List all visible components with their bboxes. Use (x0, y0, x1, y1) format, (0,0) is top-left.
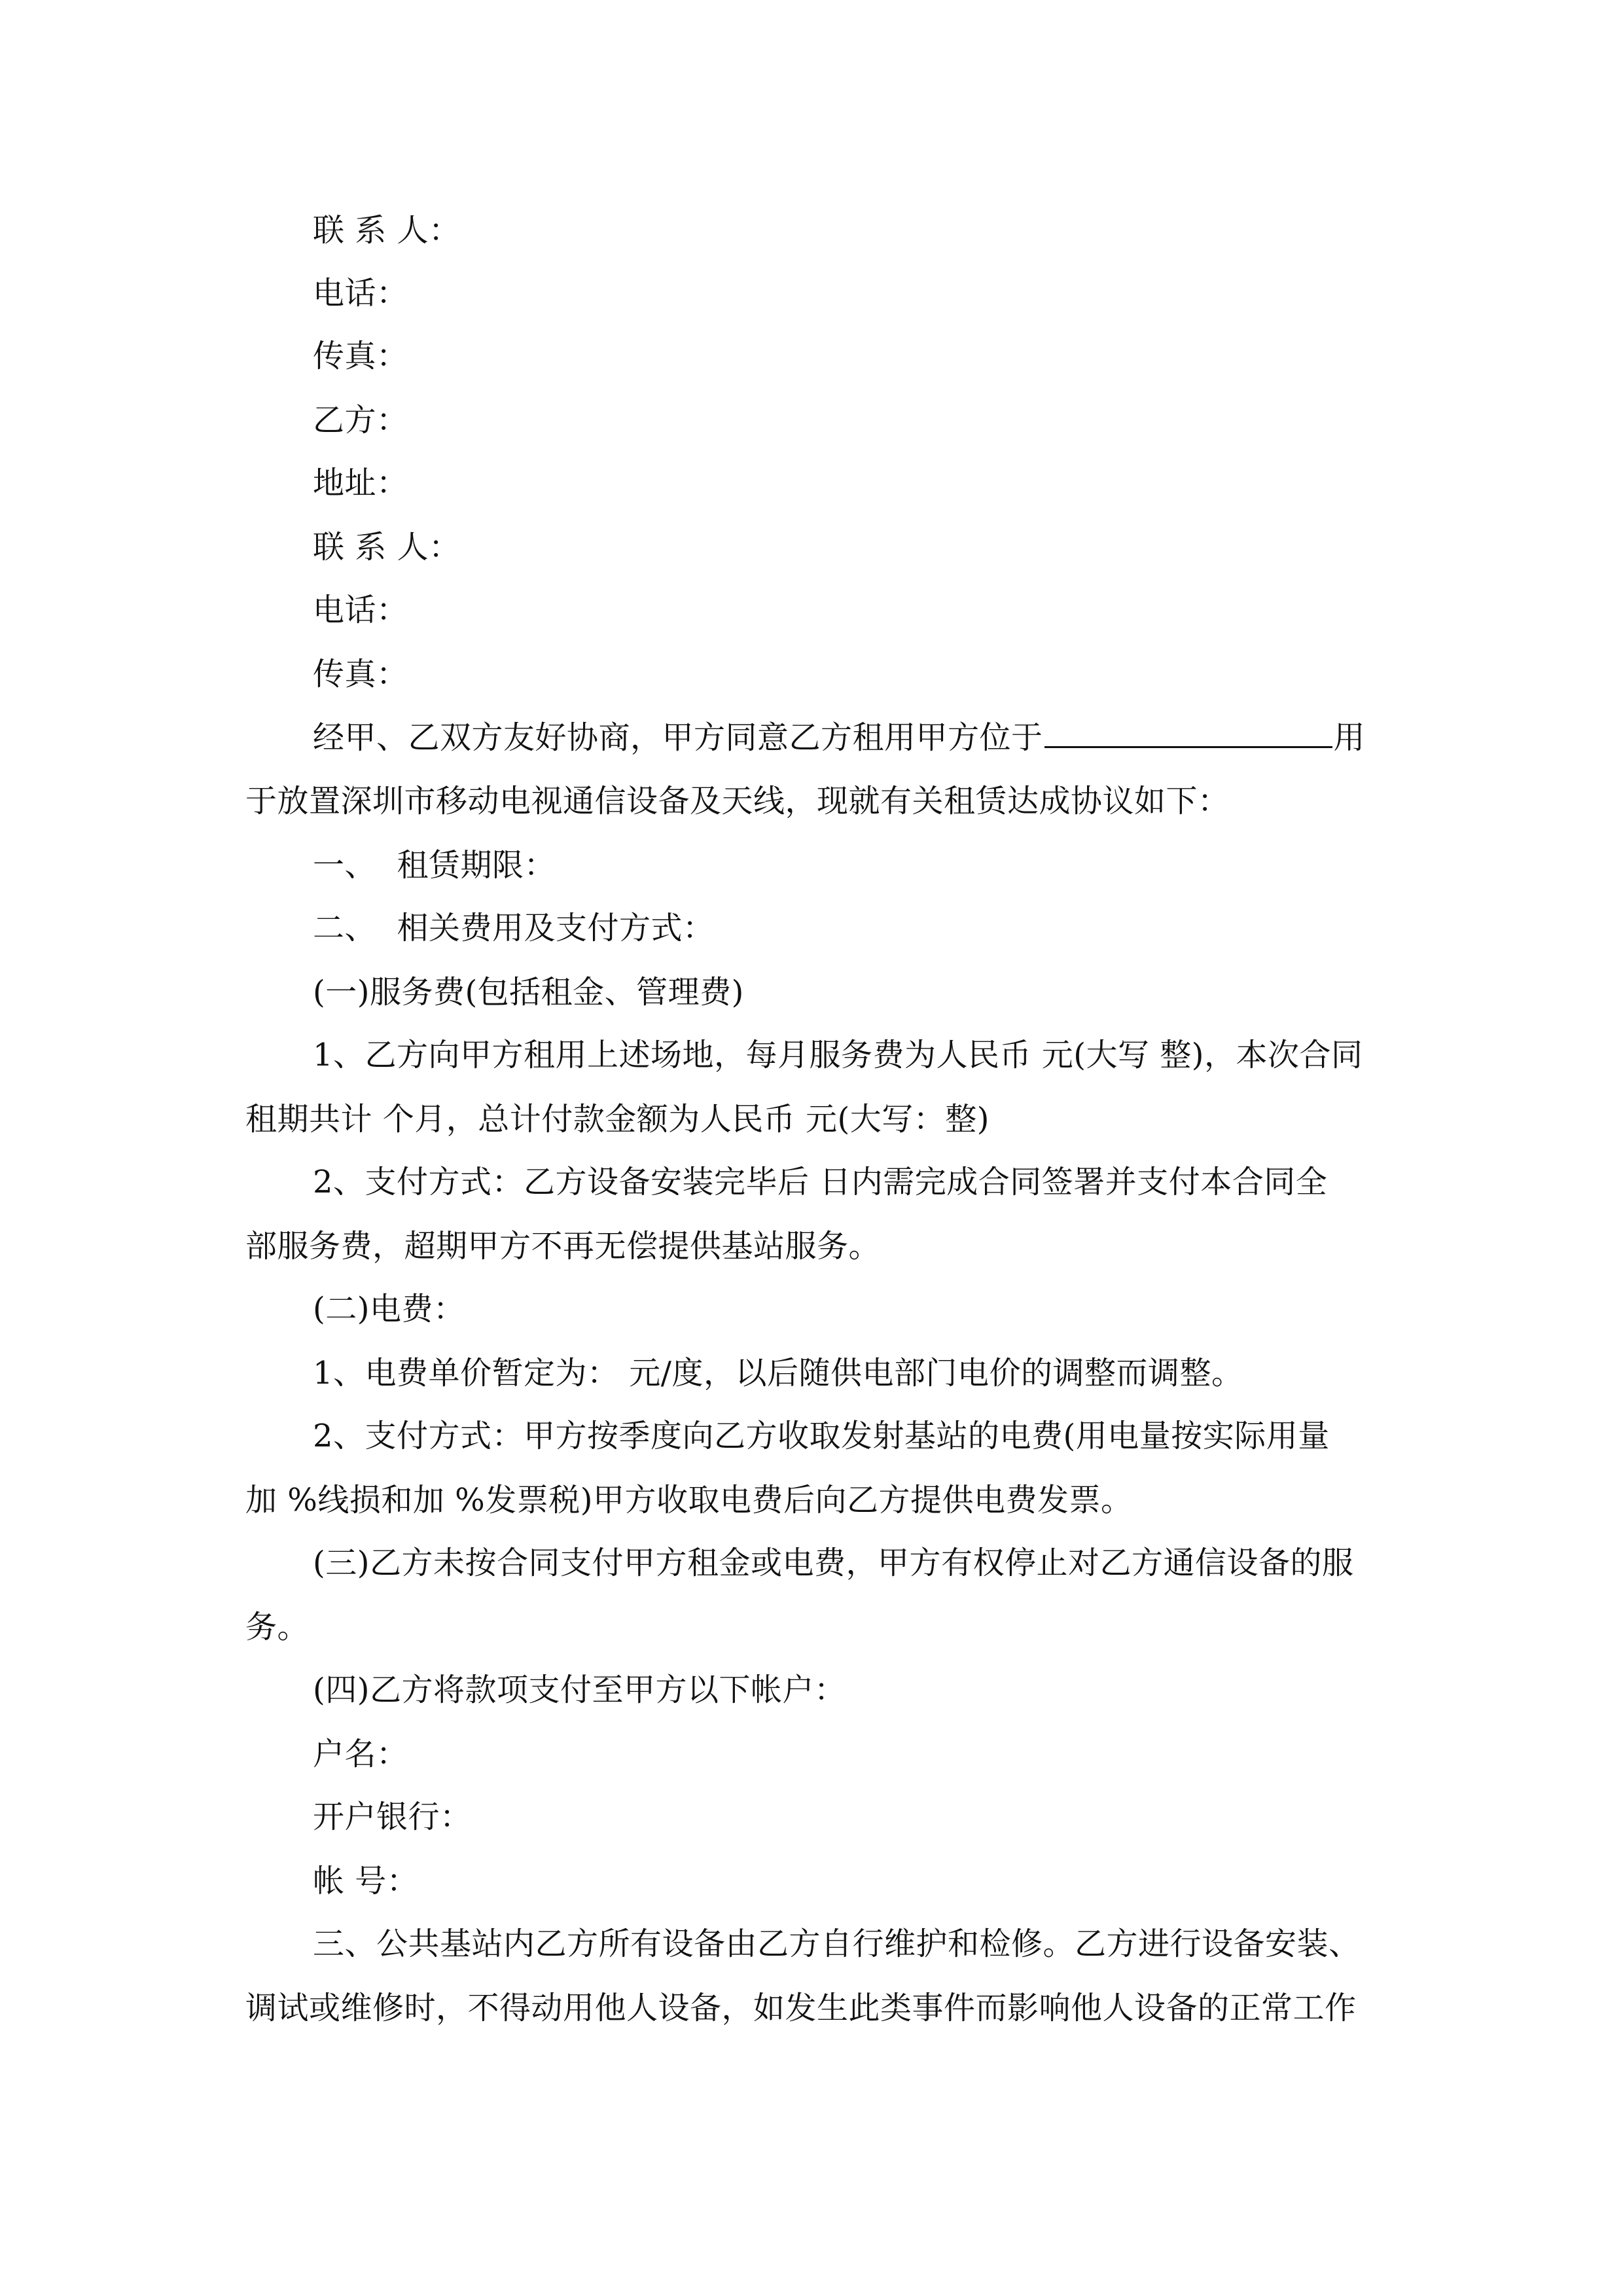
section-3-line1: 三、公共基站内乙方所有设备由乙方自行维护和检修。乙方进行设备安装、 (313, 1926, 1361, 1962)
intro-paragraph-line2: 于放置深圳市移动电视通信设备及天线，现就有关租赁达成协议如下： (245, 783, 1230, 819)
non-payment-clause-line2: 务。 (245, 1609, 310, 1645)
intro-paragraph-line1 (313, 717, 1365, 757)
account-heading: (四)乙方将款项支付至甲方以下帐户： (313, 1672, 846, 1708)
non-payment-clause-line1: (三)乙方未按合同支付甲方租金或电费，甲方有权停止对乙方通信设备的服 (313, 1545, 1354, 1581)
section-1-heading: 一、 租赁期限： (313, 847, 556, 884)
intro-text-part1: 经甲、乙双方友好协商，甲方同意乙方租用甲方位于 (313, 719, 1043, 756)
service-fee-item2-line2: 部服务费，超期甲方不再无偿提供基站服务。 (245, 1228, 881, 1265)
account-name-label: 户名： (313, 1736, 408, 1772)
party-a-fax-label: 传真： (313, 338, 408, 374)
service-fee-item2-line1: 2、支付方式：乙方设备安装完毕后 日内需完成合同签署并支付本合同全 (313, 1164, 1328, 1200)
account-number-label: 帐 号： (313, 1863, 419, 1899)
electricity-fee-item2-line2: 加 %线损和加 %发票税)甲方收取电费后向乙方提供电费发票。 (245, 1482, 1133, 1518)
electricity-fee-item1: 1、电费单价暂定为： 元/度，以后随供电部门电价的调整而调整。 (313, 1355, 1243, 1391)
section-3-line2: 调试或维修时，不得动用他人设备，如发生此类事件而影响他人设备的正常工作 (245, 1990, 1357, 2026)
electricity-fee-heading: (二)电费： (313, 1291, 465, 1327)
party-b-address-label: 地址： (313, 465, 408, 501)
service-fee-item1-line2: 租期共计 个月，总计付款金额为人民币 元(大写：整) (245, 1101, 990, 1138)
intro-text-part2: 用 (1333, 719, 1366, 756)
electricity-fee-item2-line1: 2、支付方式：甲方按季度向乙方收取发射基站的电费(用电量按实际用量 (313, 1418, 1330, 1454)
location-blank-field (1044, 717, 1332, 748)
service-fee-item1-line1: 1、乙方向甲方租用上述场地，每月服务费为人民币 元(大写 整)，本次合同 (313, 1037, 1363, 1073)
party-b-phone-label: 电话： (313, 592, 408, 628)
service-fee-heading: (一)服务费(包括租金、管理费) (313, 974, 744, 1011)
party-a-phone-label: 电话： (313, 275, 408, 312)
bank-label: 开户银行： (313, 1799, 472, 1835)
party-a-contact-label: 联 系 人： (313, 212, 461, 249)
party-b-title: 乙方： (313, 402, 408, 439)
party-b-fax-label: 传真： (313, 656, 408, 692)
section-2-heading: 二、 相关费用及支付方式： (313, 910, 715, 946)
party-b-contact-label: 联 系 人： (313, 529, 461, 565)
